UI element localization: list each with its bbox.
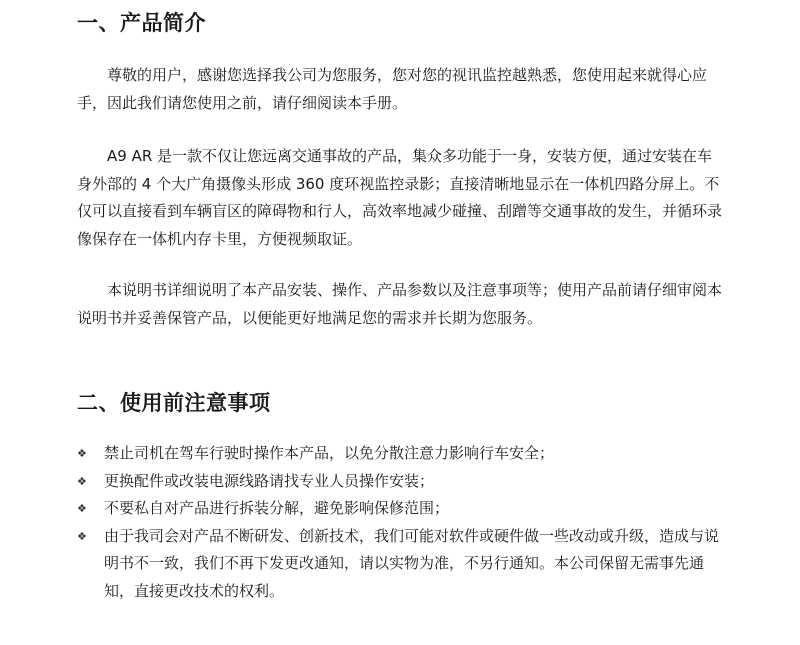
list-item <box>77 468 727 496</box>
intro-paragraph-product-description: A9 AR 是一款不仅让您远离交通事故的产品，集众多功能于一身，安装方便，通过安装在车身外部的 4 个大广角摄像头形成 360 度环视监控录影；直接清晰地显示在一体机四路分屏上。不仅可以直接看到车辆盲区的障碍物和行人，高效率地减少碰撞、刮蹭等交通事故的发生，并循环录像保存在一体机内存卡里，方便视频取证。 <box>77 147 723 248</box>
section-title-precautions: 二、使用前注意事项 <box>77 391 271 415</box>
precautions-list <box>77 440 727 605</box>
list-item <box>77 523 727 606</box>
intro-paragraph-manual-scope: 本说明书详细说明了本产品安装、操作、产品参数以及注意事项等；使用产品前请仔细审阅本说明书并妥善保管产品，以便能更好地满足您的需求并长期为您服务。 <box>77 281 723 327</box>
diamond-bullet-icon: ❖ <box>77 447 87 460</box>
list-item-text: 由于我司会对产品不断研发、创新技术，我们可能对软件或硬件做一些改动或升级，造成与说明书不一致，我们不再下发更改通知，请以实物为准，不另行通知。本公司保留无需事先通知，直接更改技术的权利。 <box>104 526 720 600</box>
intro-paragraph-greeting: 尊敬的用户，感谢您选择我公司为您服务，您对您的视讯监控越熟悉，您使用起来就得心应手，因此我们请您使用之前，请仔细阅读本手册。 <box>77 66 708 112</box>
list-item <box>77 440 727 468</box>
list-item-text: 禁止司机在驾车行驶时操作本产品，以免分散注意力影响行车安全； <box>104 444 555 462</box>
list-item-text: 不要私自对产品进行拆装分解，避免影响保修范围； <box>104 499 450 517</box>
section-title-product-intro: 一、产品简介 <box>77 11 206 35</box>
list-item-text: 更换配件或改装电源线路请找专业人员操作安装； <box>104 471 435 490</box>
diamond-bullet-icon: ❖ <box>77 529 87 543</box>
list-item <box>77 495 727 523</box>
diamond-bullet-icon: ❖ <box>77 502 87 515</box>
diamond-bullet-icon: ❖ <box>77 474 87 488</box>
